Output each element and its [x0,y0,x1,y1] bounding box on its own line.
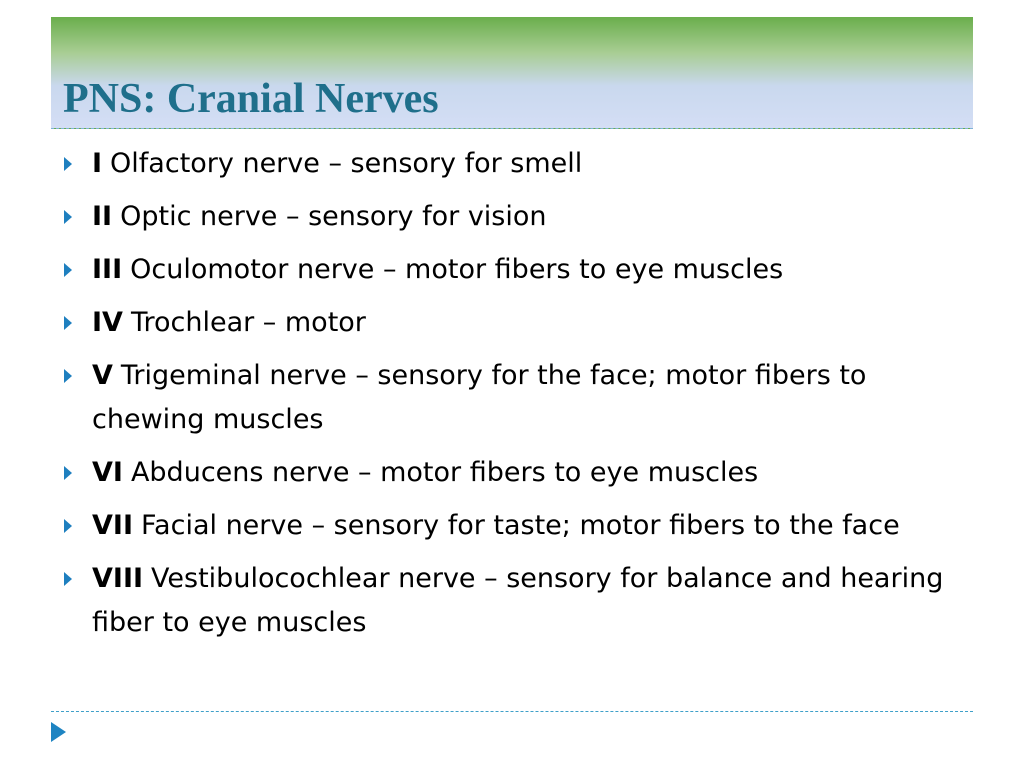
bullet-text [92,354,957,442]
nerve-description: Trigeminal nerve – sensory for the face; motor fibers to chewing muscles [92,360,867,435]
nerve-description: Oculomotor nerve – motor fibers to eye muscles [130,254,784,285]
title-bar [51,17,973,129]
bullet-text [92,142,957,186]
nerve-numeral: II [92,201,113,232]
nerve-description: Trochlear – motor [130,307,366,338]
bullet-text [92,248,957,292]
bullet-arrow-icon [64,466,72,480]
bullet-arrow-icon [64,316,72,330]
list-item [62,557,957,645]
list-item [62,248,957,292]
nerve-numeral: V [92,360,113,391]
footer-divider [51,711,973,712]
bullet-text [92,504,957,548]
bullet-text [92,301,957,345]
nerve-numeral: VII [92,510,133,541]
list-item [62,142,957,186]
bullet-arrow-icon [64,210,72,224]
footer-arrow-icon [51,722,66,742]
bullet-text [92,557,957,645]
nerve-numeral: I [92,148,103,179]
nerve-description: Facial nerve – sensory for taste; motor fibers to the face [141,510,900,541]
bullet-arrow-icon [64,157,72,171]
bullet-text [92,451,957,495]
bullet-arrow-icon [64,572,72,586]
bullet-text [92,195,957,239]
slide-title: PNS: Cranial Nerves [63,76,439,122]
nerve-description: Vestibulocochlear nerve – sensory for balance and hearing fiber to eye muscles [92,563,944,638]
nerve-description: Optic nerve – sensory for vision [120,201,547,232]
list-item [62,451,957,495]
nerve-numeral: VI [92,457,123,488]
bullet-arrow-icon [64,369,72,383]
list-item [62,354,957,442]
nerve-numeral: VIII [92,563,144,594]
list-item [62,504,957,548]
bullet-arrow-icon [64,519,72,533]
nerve-description: Abducens nerve – motor fibers to eye muscles [130,457,759,488]
list-item [62,195,957,239]
nerve-description: Olfactory nerve – sensory for smell [110,148,583,179]
nerve-numeral: III [92,254,123,285]
bullet-arrow-icon [64,263,72,277]
bullet-list [62,142,957,654]
nerve-numeral: IV [92,307,123,338]
list-item [62,301,957,345]
